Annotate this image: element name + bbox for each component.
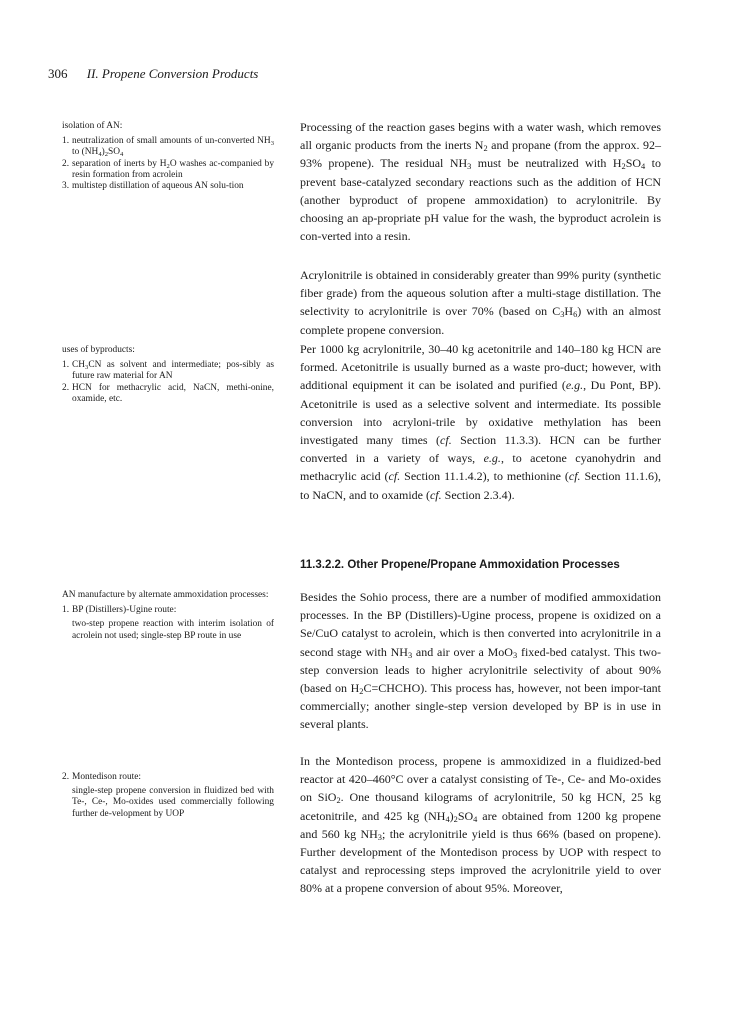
page-header (48, 66, 258, 82)
sidebar-alternate (62, 590, 274, 642)
sidebar-alternate-detail: two-step propene reaction with interim isolation of acrolein not used; single-step BP route in use (72, 619, 274, 641)
paragraph-2: Acrylonitrile is obtained in considerably greater than 99% purity (synthetic fiber grade) from the aqueous solution after a multi-stage distillation. The selectivity to acrylonitrile is over 70% (based on $C_3H_6$) with an almost complete propene conversion. (300, 268, 662, 337)
list-item: 1. BP (Distillers)-Ugine route: (62, 605, 177, 616)
list-item: 2. Montedison route: (62, 772, 142, 782)
list-item: 1. $CH_3CN$ as solvent and intermediate; pos-sibly as future raw material for AN (62, 360, 274, 382)
section-heading: 11.3.2.2. Other Propene/Propane Ammoxidation Processes (300, 559, 620, 571)
sidebar-byproducts (62, 345, 274, 405)
running-title: II. Propene Conversion Products (86, 66, 259, 81)
sidebar-montedison (62, 772, 274, 820)
sidebar-montedison-detail: single-step propene conversion in fluidized bed with Te-, Ce-, Mo-oxides used commercially following further de-velopment by UOP (72, 786, 274, 819)
sidebar-byproducts-heading: uses of byproducts: (62, 345, 135, 355)
sidebar-isolation-heading: isolation of AN: (62, 121, 123, 131)
list-item: 1. neutralization of small amounts of un-converted $NH_3$ to $(NH_4)_2SO_4$ (62, 136, 274, 159)
sidebar-isolation (62, 121, 274, 192)
sidebar-alternate-heading: AN manufacture by alternate ammoxidation processes: (62, 590, 269, 600)
page-number: 306 (48, 66, 68, 81)
paragraph-5: In the Montedison process, propene is ammoxidized in a fluidized-bed reactor at 420–460°C over a catalyst consisting of Te-, Ce- and Mo-oxides on SiO$_2$. One thousand kilograms of acrylonitrile, 50 kg HCN, 25 kg acetonitrile, and 425 kg $(NH_4)_2SO_4$ are obtained from 1200 kg propene and 560 kg $NH_3$; the acrylonitrile yield is thus 66% (based on propene). Further development of the Montedison process by UOP with respect to catalyst and reprocessing steps improved the acrylonitrile yield to over 80% at a propene conversion of about 95%. Moreover, (300, 754, 661, 896)
paragraph-4: Besides the Sohio process, there are a number of modified ammoxidation processes. In the BP (Distillers)-Ugine process, propene is oxidized on a Se/CuO catalyst to acrolein, which is then converted into acrylonitrile in a second stage with $NH_3$ and air over a MoO$_3$ fixed-bed catalyst. This two-step conversion leads to higher acrylonitrile selectivity of about 90% (based on $H_2C=CHCHO$). This process has, however, not been impor-tant commercially; another single-step version developed by BP is in use in several plants. (300, 590, 662, 732)
list-item: 2. HCN for methacrylic acid, NaCN, methi-onine, oxamide, etc. (62, 382, 274, 404)
paragraph-3: Per 1000 kg acrylonitrile, 30–40 kg acetonitrile and 140–180 kg HCN are formed. Acetonitrile is usually burned as a waste pro-duct; however, with additional equipment it can be isolated and purified (e.g., Du Pont, BP). Acetonitrile is used as a selective solvent and intermediate. Its possible conversion into acryloni-trile by oxidative methylation has been investigated many times (cf. Section 11.3.3). HCN can be further converted in a variety of ways, e.g., to acetone cyanohydrin and methacrylic acid (cf. Section 11.1.4.2), to methionine (cf. Section 11.1.6), to NaCN, and to oxamide (cf. Section 2.3.4). (300, 342, 662, 502)
list-item: 3. multistep distillation of aqueous AN solu-tion (62, 181, 244, 192)
paragraph-1: Processing of the reaction gases begins with a water wash, which removes all organic products from the inerts $N_2$ and propane (from the approx. 92–93% propene). The residual $NH_3$ must be neutralized with $H_2SO_4$ to prevent base-catalyzed secondary reactions such as the addition of HCN (another byproduct of propene ammoxidation) to acrylonitrile. By choosing an ap-propriate pH value for the wash, the byproduct acrolein is con-verted into a resin. (300, 120, 661, 244)
list-item: 2. separation of inerts by $H_2O$ washes ac-companied by resin formation from acrolein (62, 158, 275, 180)
